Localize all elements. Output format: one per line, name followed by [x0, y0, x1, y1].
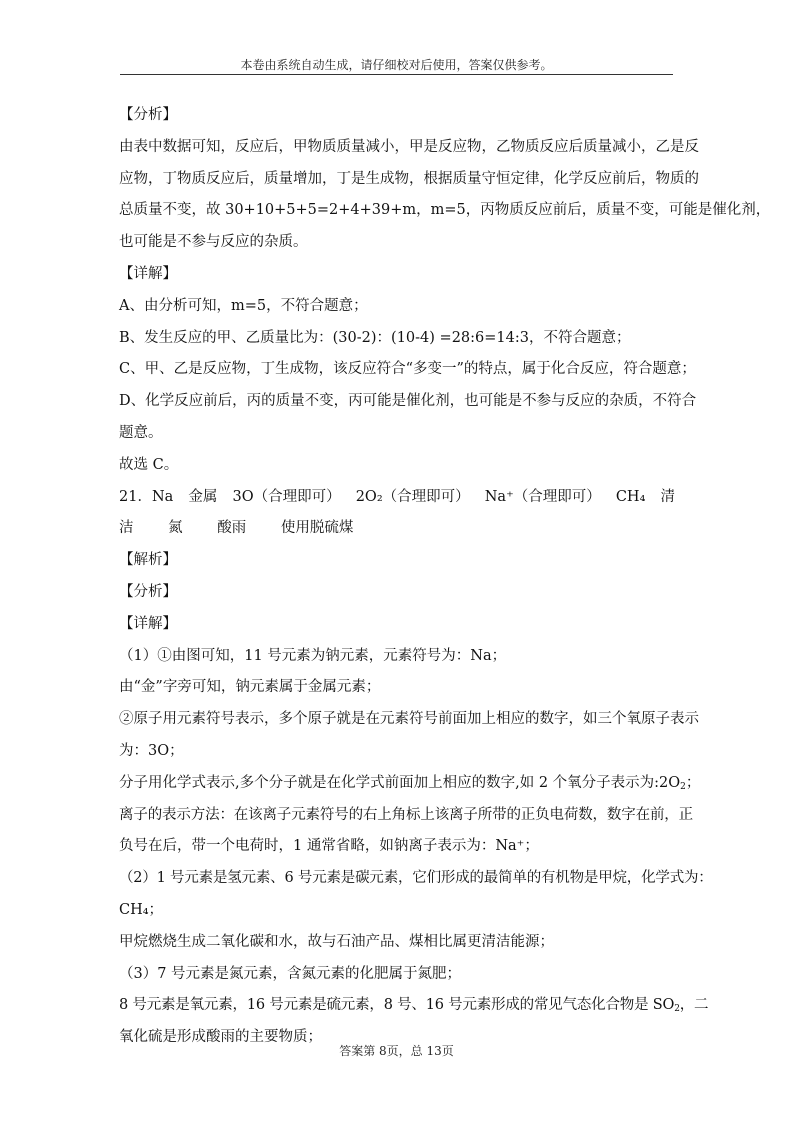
paragraph-line: 氧化硫是形成酸雨的主要物质；: [119, 1029, 322, 1046]
section-heading-detail: 【详解】: [119, 265, 177, 282]
document-body: [119, 100, 771, 1054]
paragraph-line: 应物，丁物质反应后，质量增加，丁是生成物，根据质量守恒定律，化学反应前后，物质的: [119, 170, 699, 187]
paragraph-line: 也可能是不参与反应的杂质。: [119, 234, 308, 251]
option-d-line: D、化学反应前后，丙的质量不变，丙可能是催化剂，也可能是不参与反应的杂质，不符合: [119, 393, 697, 410]
answer-item: 2O₂（合理即可）: [355, 488, 470, 505]
section-heading-explanation: 【解析】: [119, 552, 177, 569]
answer-item: CH₄: [615, 488, 646, 505]
paragraph-line: 题意。: [119, 424, 163, 441]
paragraph-line: 分子用化学式表示,多个分子就是在化学式前面加上相应的数字,如 2 个氧分子表示为$:2O_2$；: [119, 774, 701, 792]
paragraph-line: 由表中数据可知，反应后，甲物质质量减小，甲是反应物，乙物质反应后质量减小，乙是反: [119, 138, 699, 155]
answer-item: 氮: [168, 520, 183, 537]
paragraph-line: 离子的表示方法：在该离子元素符号的右上角标上该离子所带的正负电荷数，数字在前，正: [119, 806, 693, 823]
section-heading-analysis: 【分析】: [119, 583, 177, 600]
answer-item: 酸雨: [217, 520, 247, 537]
section-heading-detail: 【详解】: [119, 615, 177, 632]
option-b-line: B、发生反应的甲、乙质量比为：(30-2)：(10-4) =28:6=14:3，不符合题意；: [119, 329, 631, 346]
paragraph-line: （1）①由图可知，11 号元素为钠元素，元素符号为：Na；: [119, 647, 507, 664]
answer-choice-line: 故选 C。: [119, 456, 179, 473]
paragraph-line: （3）7 号元素是氮元素，含氮元素的化肥属于氮肥；: [119, 965, 462, 982]
header-divider: [120, 74, 673, 75]
paragraph-line: （2）1 号元素是氢元素、6 号元素是碳元素，它们形成的最简单的有机物是甲烷，化学式为：: [119, 870, 713, 887]
paragraph-line: 负号在后，带一个电荷时，1 通常省略，如钠离子表示为：Na⁺；: [119, 838, 539, 855]
section-heading-analysis: 【分析】: [119, 107, 177, 123]
question-number-and-answer-1: 21．Na: [119, 488, 174, 505]
paragraph-line: ②原子用元素符号表示，多个原子就是在元素符号前面加上相应的数字，如三个氧原子表示: [119, 711, 699, 728]
answer-row-21: [119, 482, 675, 514]
answer-item: 洁: [119, 520, 134, 537]
answer-item: 金属: [188, 488, 218, 505]
paragraph-line: 由“金”字旁可知，钠元素属于金属元素；: [119, 679, 381, 696]
page-footer: 答案第 8页，总 13页: [339, 1044, 454, 1058]
answer-item: 3O（合理即可）: [232, 488, 341, 505]
answer-item: Na⁺（合理即可）: [484, 488, 601, 505]
paragraph-line: 总质量不变，故 30+10+5+5=2+4+39+m，m=5，丙物质反应前后，质量不变，可能是催化剂，: [119, 202, 771, 219]
answer-item: 清: [660, 488, 675, 505]
page-header: 本卷由系统自动生成，请仔细校对后使用，答案仅供参考。: [240, 58, 553, 72]
option-c-line: C、甲、乙是反应物，丁生成物，该反应符合“多变一”的特点，属于化合反应，符合题意；: [119, 361, 696, 378]
option-a-line: A、由分析可知，m=5，不符合题意；: [119, 297, 368, 314]
answer-item: 使用脱硫煤: [280, 520, 354, 537]
paragraph-line: 甲烷燃烧生成二氧化碳和水，故与石油产品、煤相比属更清洁能源；: [119, 933, 554, 950]
answer-row-21-continued: [119, 513, 675, 545]
paragraph-line: 为：3O；: [119, 742, 184, 759]
paragraph-line: CH₄；: [119, 901, 164, 918]
paragraph-line: 8 号元素是氧元素，16 号元素是硫元素，8 号、16 号元素形成的常见气态化合物是 $SO_2$，二: [119, 997, 709, 1015]
